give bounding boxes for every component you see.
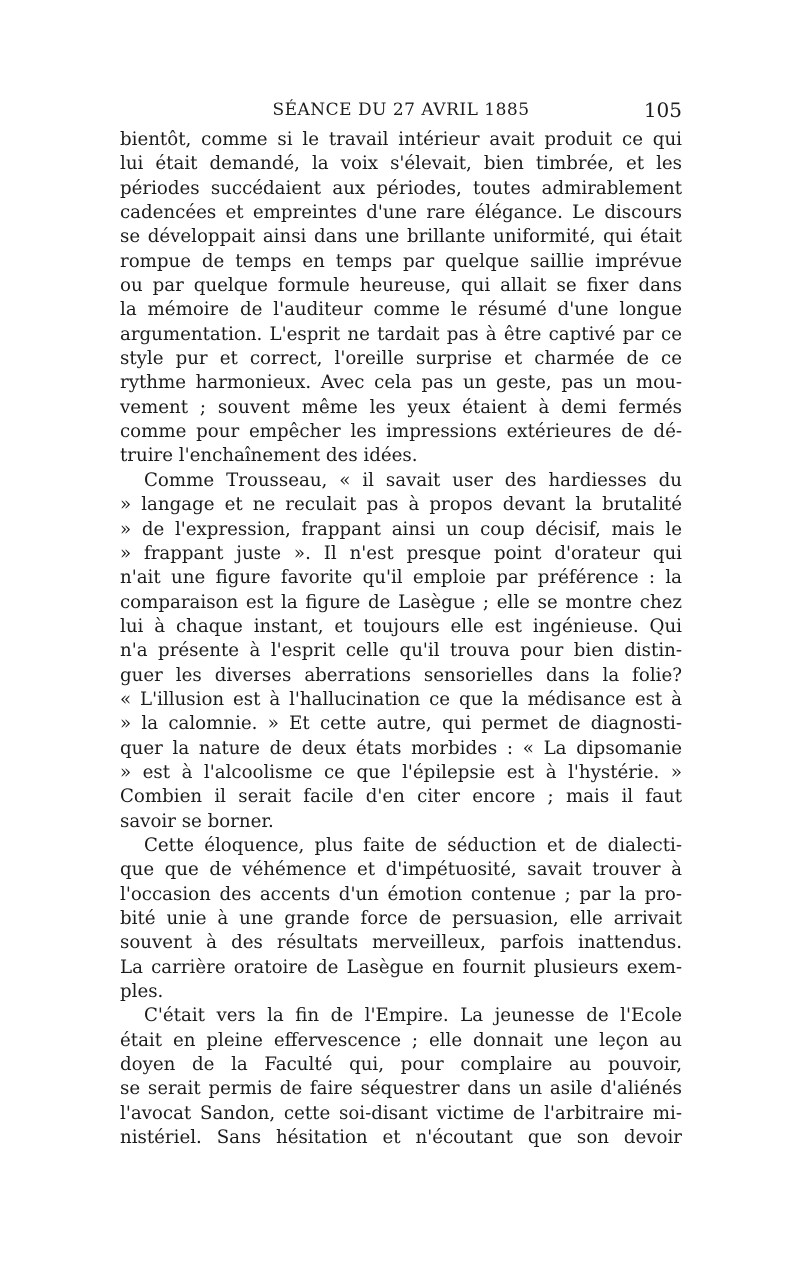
text-line: rythme harmonieux. Avec cela pas un geste, pas un mou- [120,372,682,394]
text-line: La carrière oratoire de Lasègue en fournit plusieurs exem- [120,956,682,978]
text-line: » langage et ne reculait pas à propos devant la brutalité [120,494,682,516]
text-line: » de l'expression, frappant ainsi un coup décisif, mais le [120,518,682,540]
text-line: ou par quelque formule heureuse, qui allait se fixer dans [120,275,682,297]
text-line: » la calomnie. » Et cette autre, qui permet de diagnosti- [120,713,682,735]
text-line: quer la nature de deux états morbides : « La dipsomanie [120,737,682,759]
text-line: l'avocat Sandon, cette soi-disant victime de l'arbitraire mi- [120,1102,682,1124]
text-line: se développait ainsi dans une brillante uniformité, qui était [120,226,682,248]
page-number: 105 [643,98,682,122]
text-line: « L'illusion est à l'hallucination ce que la médisance est à [120,688,682,710]
text-line: cadencées et empreintes d'une rare élégance. Le discours [120,202,682,224]
text-line: vement ; souvent même les yeux étaient à demi fermés [120,396,682,418]
text-line: nistériel. Sans hésitation et n'écoutant que son devoir [120,1127,682,1149]
text-line: Combien il serait facile d'en citer encore ; mais il faut [120,786,682,808]
text-line: doyen de la Faculté qui, pour complaire au pouvoir, [120,1054,682,1076]
text-line: la mémoire de l'auditeur comme le résumé d'une longue [120,299,682,321]
text-line: ples. [120,981,164,1003]
running-head [120,96,682,126]
text-line: n'ait une figure favorite qu'il emploie par préférence : la [120,567,682,589]
text-line: guer les diverses aberrations sensorielles dans la folie? [120,664,682,686]
text-line: que que de véhémence et d'impétuosité, savait trouver à [120,859,682,881]
text-line: était en pleine effervescence ; elle donnait une leçon au [120,1029,682,1051]
text-line: Comme Trousseau, « il savait user des hardiesses du [144,469,682,491]
text-line: comme pour empêcher les impressions extérieures de dé- [120,421,682,443]
text-line: périodes succédaient aux périodes, toutes admirablement [120,177,682,199]
text-line: Cette éloquence, plus faite de séduction et de dialecti- [144,834,682,856]
text-line: style pur et correct, l'oreille surprise et charmée de ce [120,348,682,370]
text-line: rompue de temps en temps par quelque saillie imprévue [120,250,682,272]
text-line: bité unie à une grande force de persuasion, elle arrivait [120,908,682,929]
body-text [120,128,682,1150]
text-line: C'était vers la fin de l'Empire. La jeunesse de l'Ecole [144,1005,682,1027]
text-line: » est à l'alcoolisme ce que l'épilepsie est à l'hystérie. » [120,761,682,783]
running-title: SÉANCE DU 27 AVRIL 1885 [272,100,530,120]
text-line: lui à chaque instant, et toujours elle est ingénieuse. Qui [120,615,682,637]
text-line: comparaison est la figure de Lasègue ; elle se montre chez [120,591,682,613]
text-line: argumentation. L'esprit ne tardait pas à être captivé par ce [120,323,682,345]
text-line: » frappant juste ». Il n'est presque point d'orateur qui [120,542,682,564]
text-line: se serait permis de faire séquestrer dans un asile d'aliénés [120,1078,682,1100]
text-line: bientôt, comme si le travail intérieur avait produit ce qui [120,129,682,150]
text-line: truire l'enchaînement des idées. [120,445,418,467]
text-line: souvent à des résultats merveilleux, parfois inattendus. [120,932,682,954]
text-line: l'occasion des accents d'un émotion contenue ; par la pro- [120,883,682,905]
text-line: n'a présente à l'esprit celle qu'il trouva pour bien distin- [120,640,682,662]
text-line: savoir se borner. [120,810,274,832]
text-line: lui était demandé, la voix s'élevait, bien timbrée, et les [120,153,682,175]
